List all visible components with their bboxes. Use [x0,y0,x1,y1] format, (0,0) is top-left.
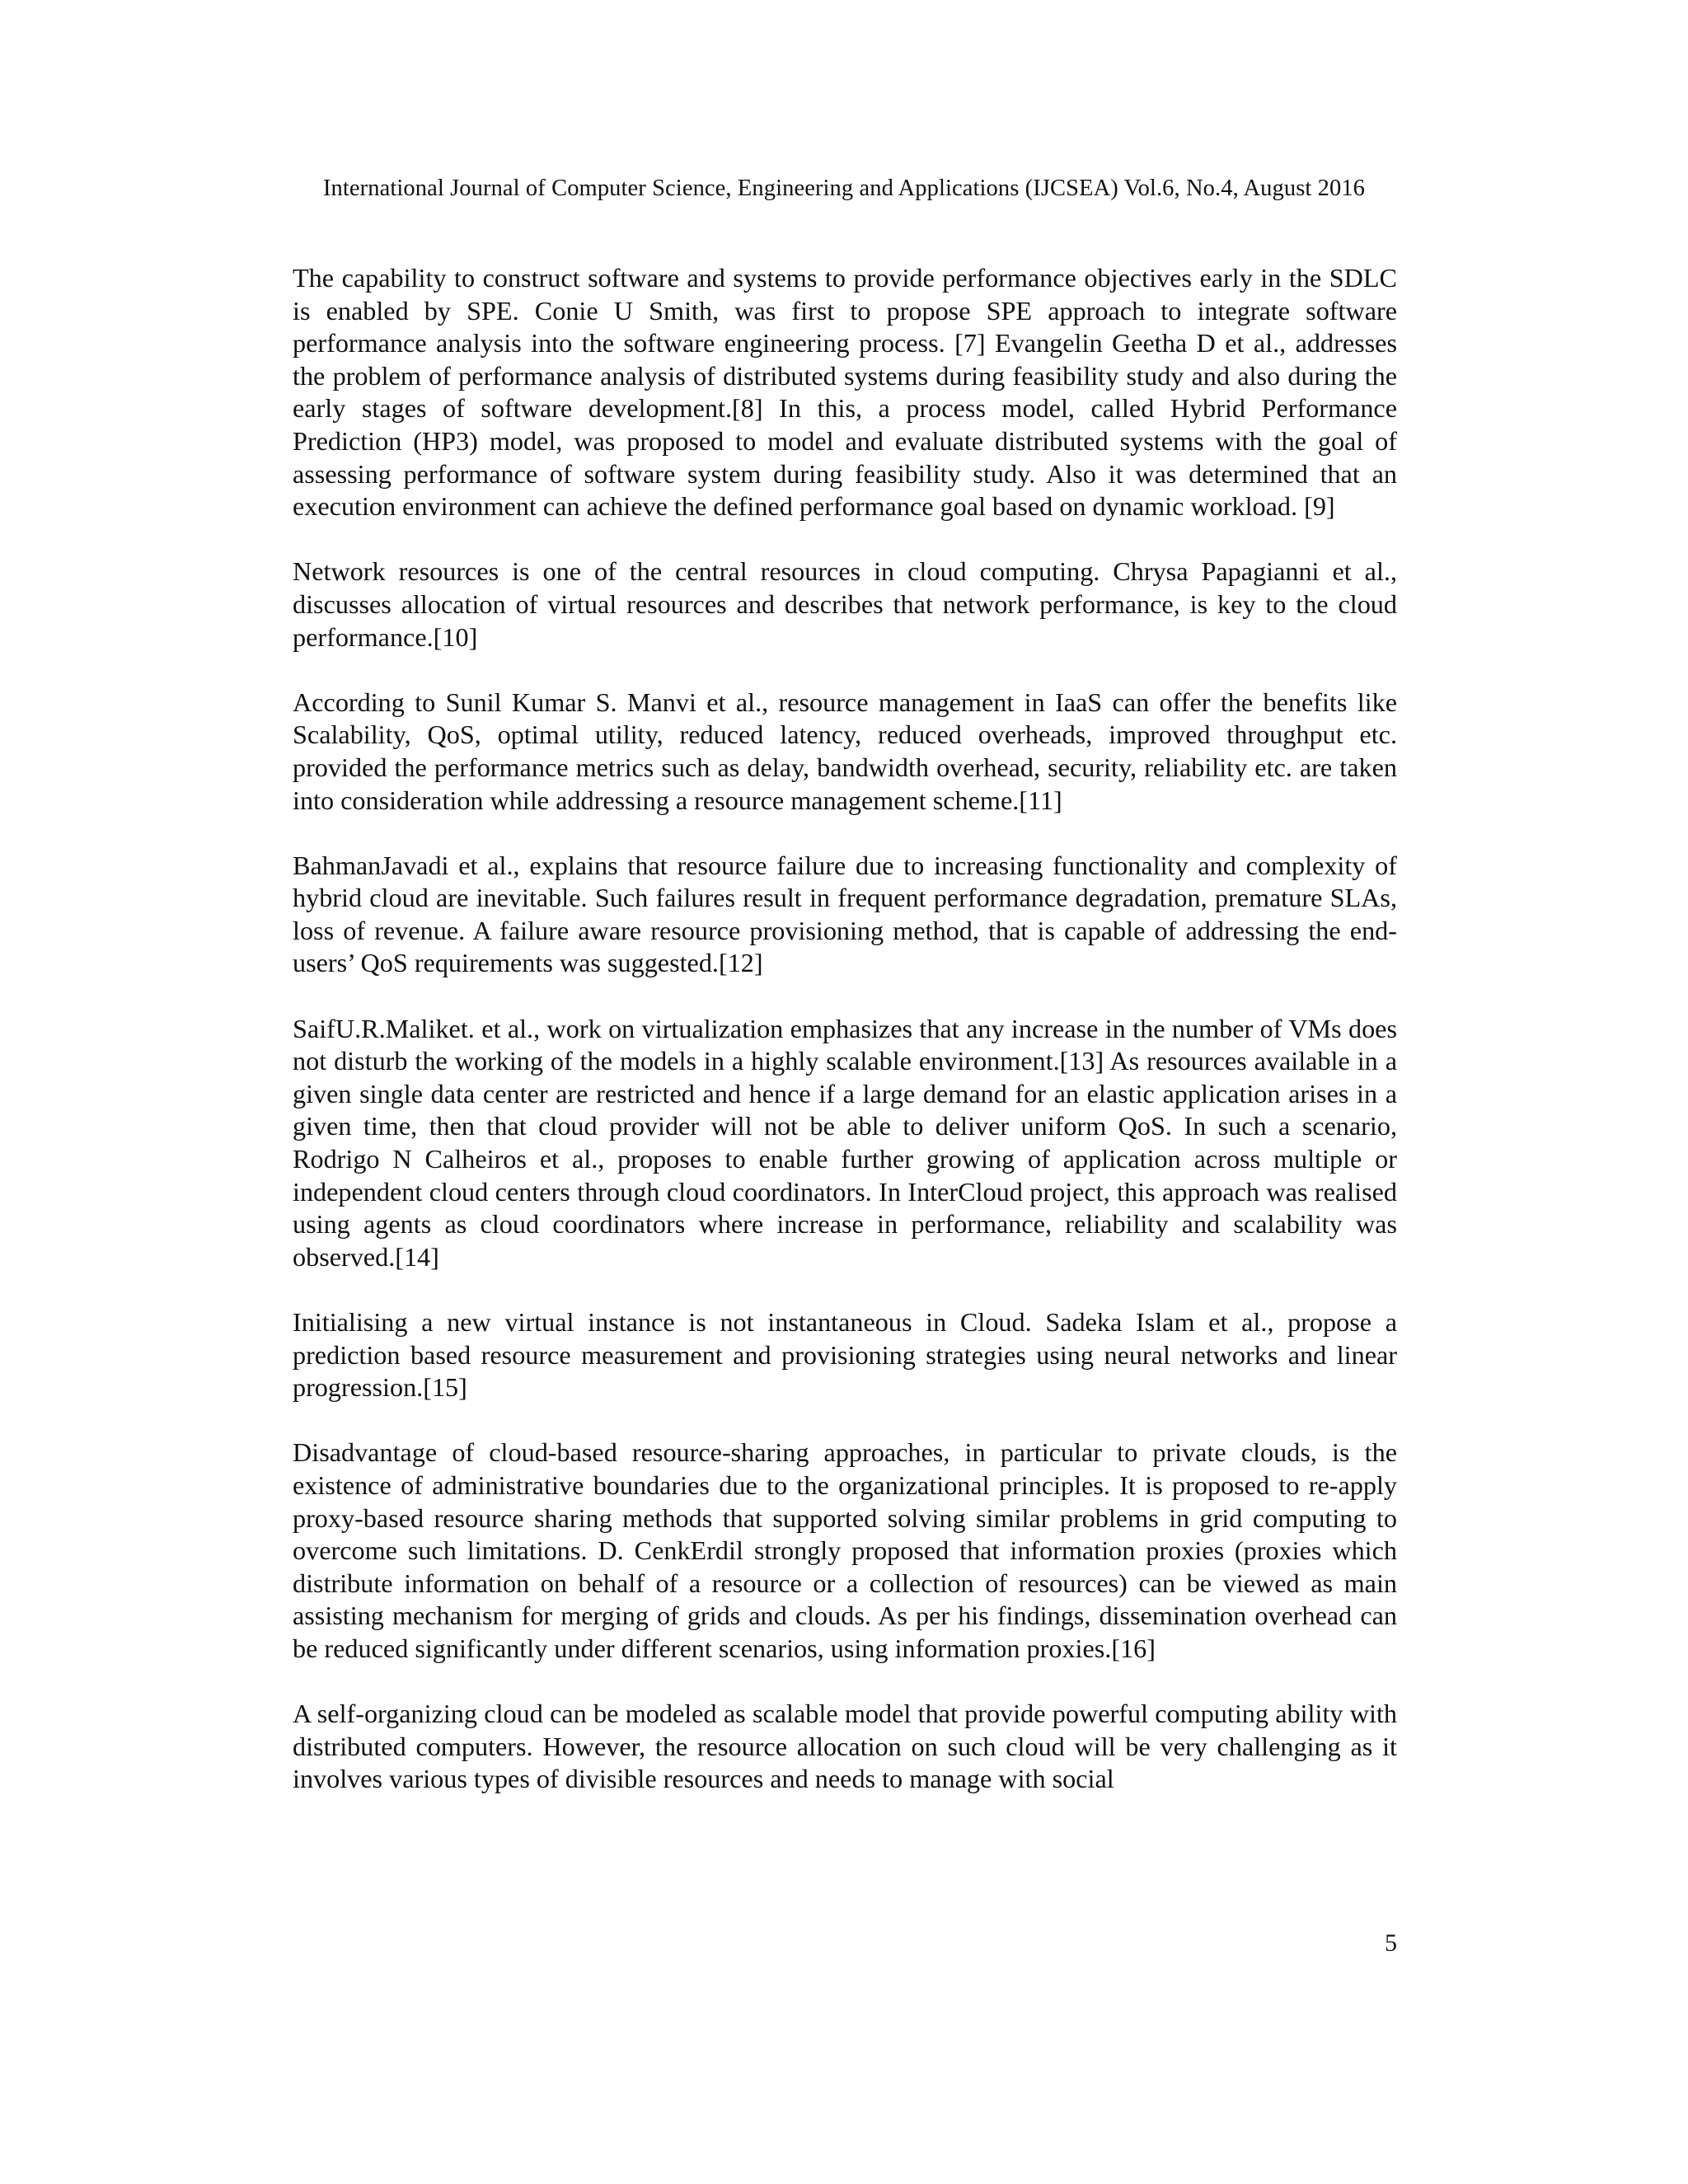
page-number: 5 [1385,1929,1397,1957]
paragraph-virtualization: SaifU.R.Maliket. et al., work on virtualization emphasizes that any increase in the number of VMs does not disturb the working of the models in a highly scalable environment.[13] As resources available in a given single data center are restricted and hence if a large demand for an elastic application arises in a given time, then that cloud provider will not be able to deliver uniform QoS. In such a scenario, Rodrigo N Calheiros et al., proposes to enable further growing of application across multiple or independent cloud centers through cloud coordinators. In InterCloud project, this approach was realised using agents as cloud coordinators where increase in performance, reliability and scalability was observed.[14] [293,1013,1397,1272]
paragraph-spe: The capability to construct software and systems to provide performance objectives early in the SDLC is enabled by SPE. Conie U Smith, was first to propose SPE approach to integrate software performance analysis into the software engineering process. [7] Evangelin Geetha D et al., addresses the problem of performance analysis of distributed systems during feasibility study and also during the early stages of software development.[8] In this, a process model, called Hybrid Performance Prediction (HP3) model, was proposed to model and evaluate distributed systems with the goal of assessing performance of software system during feasibility study. Also it was determined that an execution environment can achieve the defined performance goal based on dynamic workload. [9] [293,263,1397,522]
paragraph-self-organizing-cloud: A self-organizing cloud can be modeled as scalable model that provide powerful computing ability with distributed computers. However, the resource allocation on such cloud will be very challenging as it involves various types of divisible resources and needs to manage with social [293,1699,1397,1794]
paragraph-iaas-resource-management: According to Sunil Kumar S. Manvi et al., resource management in IaaS can offer the benefits like Scalability, QoS, optimal utility, reduced latency, reduced overheads, improved throughput etc. provided the performance metrics such as delay, bandwidth overhead, security, reliability etc. are taken into consideration while addressing a resource management scheme.[11] [293,687,1397,815]
paragraph-network-resources: Network resources is one of the central resources in cloud computing. Chrysa Papagianni et al., discusses allocation of virtual resources and describes that network performance, is key to the cloud performance.[10] [293,556,1397,652]
paragraph-resource-failure: BahmanJavadi et al., explains that resource failure due to increasing functionality and complexity of hybrid cloud are inevitable. Such failures result in frequent performance degradation, premature SLAs, loss of revenue. A failure aware resource provisioning method, that is capable of addressing the end-users’ QoS requirements was suggested.[12] [293,850,1397,978]
paragraph-virtual-instance: Initialising a new virtual instance is not instantaneous in Cloud. Sadeka Islam et al., propose a prediction based resource measurement and provisioning strategies using neural networks and linear progression.[15] [293,1307,1397,1403]
running-header: International Journal of Computer Science, Engineering and Applications (IJCSEA) Vol.6, No.4, August 2016 [322,176,1366,201]
paragraph-resource-sharing: Disadvantage of cloud-based resource-sharing approaches, in particular to private clouds, is the existence of administrative boundaries due to the organizational principles. It is proposed to re-apply proxy-based resource sharing methods that supported solving similar problems in grid computing to overcome such limitations. D. CenkErdil strongly proposed that information proxies (proxies which distribute information on behalf of a resource or a collection of resources) can be viewed as main assisting mechanism for merging of grids and clouds. As per his findings, dissemination overhead can be reduced significantly under different scenarios, using information proxies.[16] [293,1437,1397,1663]
body-text [293,262,1397,1796]
